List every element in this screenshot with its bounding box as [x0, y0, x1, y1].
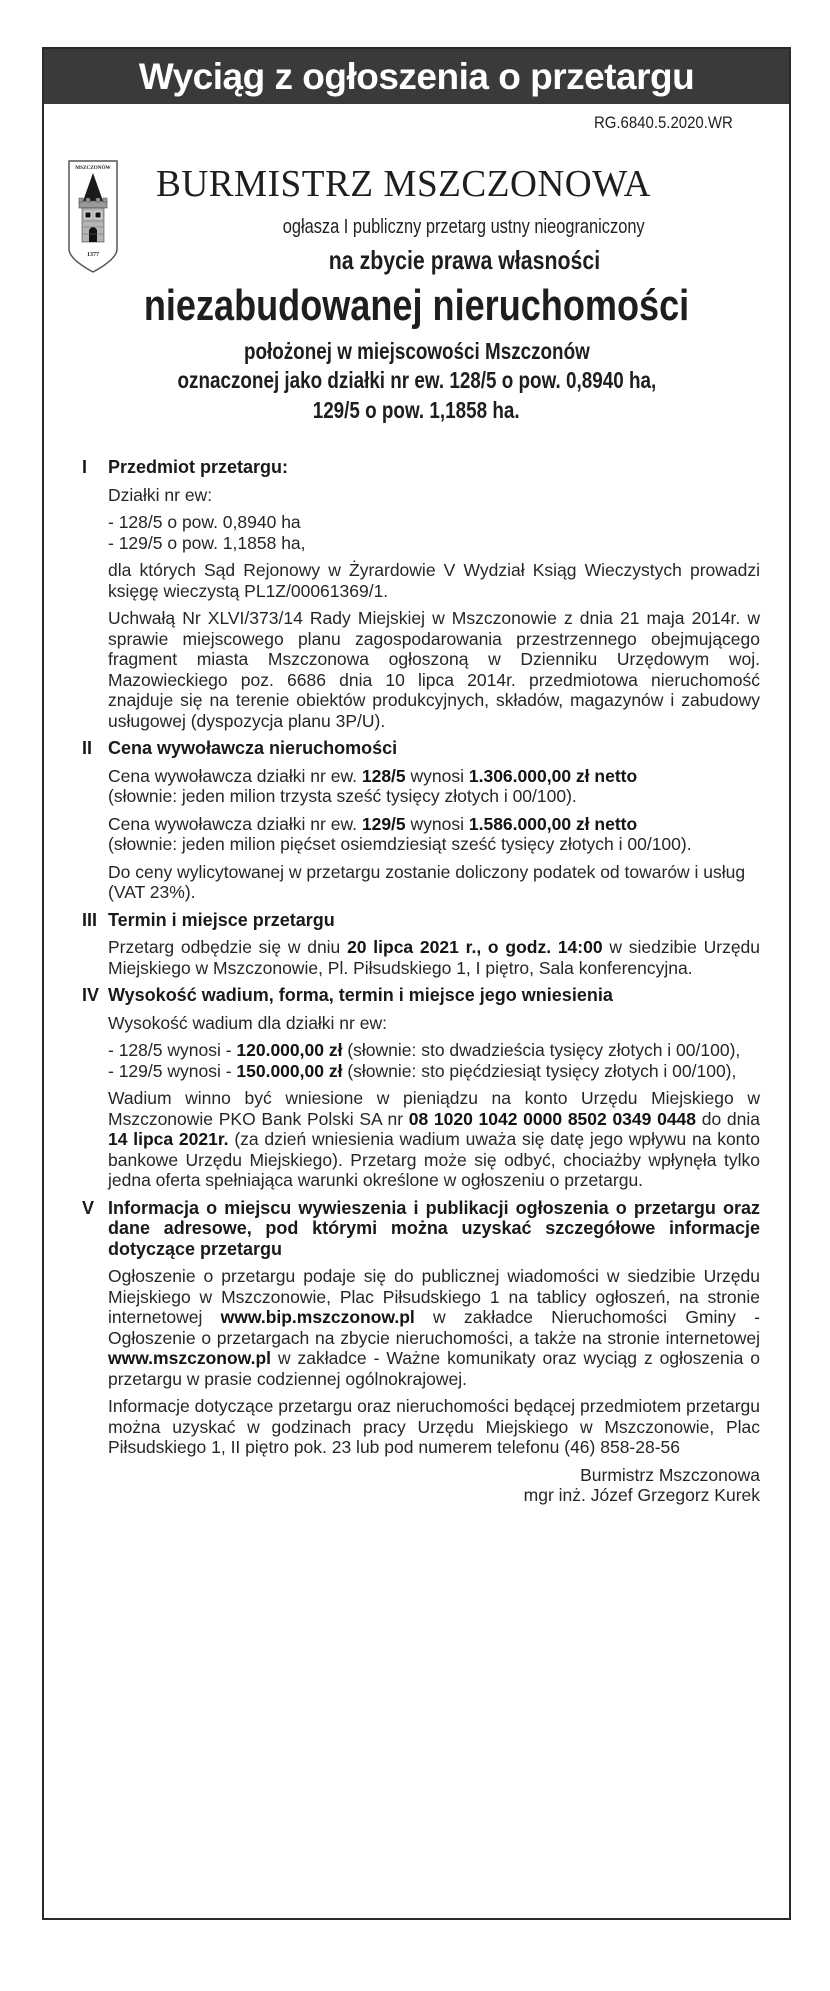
section-heading-4: IV Wysokość wadium, forma, termin i miejsce jego wniesienia — [82, 985, 613, 1005]
deposit-payment-text: Wadium winno być wniesione w pieniądzu na konto Urzędu Miejskiego w Mszczonowie PKO Bank Polski SA nr 08 1020 1042 0000 8502 0349 0448 do dnia 14 lipca 2021r. (za dzień wniesienia wadium uważa się datę jego wpływu na konto bankowe Urzędu Miejskiego). Przetarg może się odbyć, chociażby wpłynęła tylko jedna oferta spełniająca warunki określone w ogłoszeniu o przetargu. — [108, 1088, 760, 1190]
contact-info: Informacje dotyczące przetargu oraz nieruchomości będącej przedmiotem przetargu można uzyskać w godzinach pracy Urzędu Miejskiego w Mszczonowie, Plac Piłsudskiego 1, II piętro pok. 23 lub pod numerem telefonu (46) 858-28-56 — [108, 1396, 760, 1457]
reference-number: RG.6840.5.2020.WR — [594, 113, 733, 132]
subject-line-4: oznaczonej jako działki nr ew. 128/5 o pow. 0,8940 ha, — [177, 367, 656, 393]
subject-line-5: 129/5 o pow. 1,1858 ha. — [313, 397, 520, 423]
section-heading-1: I Przedmiot przetargu: — [82, 457, 289, 477]
issuer-name: BURMISTRZ MSZCZONOWA — [156, 163, 652, 205]
signature-role: Burmistrz Mszczonowa — [580, 1464, 760, 1485]
deposit-129-5: - 129/5 wynosi - 150.000,00 zł (słownie: sto pięćdziesiąt tysięcy złotych i 00/100), — [108, 1060, 737, 1081]
vat-note: Do ceny wylicytowanej w przetargu zostanie doliczony podatek od towarów i usług (VAT 23%). — [108, 861, 746, 902]
deposit-128-5: - 128/5 wynosi - 120.000,00 zł (słownie: sto dwadzieścia tysięcy złotych i 00/100), — [108, 1040, 741, 1060]
subject-line-2: niezabudowanej nieruchomości — [143, 281, 690, 330]
price-129-5: Cena wywoławcza działki nr ew. 129/5 wynosi 1.586.000,00 zł netto (słownie: jeden milion pięćset osiemdziesiąt sześć tysięcy złotych i 00/100). — [108, 813, 692, 854]
website-link[interactable]: www.mszczonow.pl — [108, 1348, 272, 1368]
coat-of-arms-icon — [67, 159, 119, 274]
svg-text:MSZCZONÓW: MSZCZONÓW — [75, 165, 111, 171]
announcement-type: ogłasza I publiczny przetarg ustny nieograniczony — [283, 216, 645, 238]
section-heading-3: III Termin i miejsce przetargu — [82, 909, 335, 930]
section-heading-2: II Cena wywoławcza nieruchomości — [82, 738, 398, 758]
price-128-5: Cena wywoławcza działki nr ew. 128/5 wynosi 1.306.000,00 zł netto (słownie: jeden milion trzysta sześć tysięcy złotych i 00/100). — [108, 765, 638, 806]
plots-intro: Działki nr ew: — [108, 484, 213, 505]
subject-line-3: położonej w miejscowości Mszczonów — [243, 338, 590, 364]
plot-item: - 129/5 o pow. 1,1858 ha, — [108, 532, 306, 553]
announcement-body — [80, 457, 760, 1506]
bank-account-number: 08 1020 1042 0000 8502 0349 0448 — [408, 1108, 697, 1129]
plot-item: - 128/5 o pow. 0,8940 ha — [108, 512, 301, 532]
signature-name: mgr inż. Józef Grzegorz Kurek — [523, 1485, 760, 1505]
deposit-intro: Wysokość wadium dla działki nr ew: — [108, 1012, 387, 1033]
svg-text:1377: 1377 — [87, 252, 99, 258]
announcement-title: Wyciąg z ogłoszenia o przetargu — [44, 49, 789, 104]
land-register-text: dla których Sąd Rejonowy w Żyrardowie V Wydział Ksiąg Wieczystych prowadzi księgę wieczystą PL1Z/00061369/1. — [108, 560, 760, 601]
bip-link[interactable]: www.bip.mszczonow.pl — [220, 1307, 415, 1327]
section-heading-5: V Informacja o miejscu wywieszenia i publikacji ogłoszenia o przetargu oraz dane adresowe, pod którymi można uzyskać szczegółowe informacje dotyczące przetargu — [82, 1197, 760, 1259]
announcement-frame — [42, 47, 791, 1920]
auction-date-place: Przetarg odbędzie się w dniu 20 lipca 2021 r., o godz. 14:00 w siedzibie Urzędu Miejskiego w Mszczonowie, Pl. Piłsudskiego 1, I piętro, Sala konferencyjna. — [108, 937, 761, 978]
zoning-plan-text: Uchwałą Nr XLVI/373/14 Rady Miejskiej w Mszczonowie z dnia 21 maja 2014r. w sprawie miejscowego planu zagospodarowania przestrzennego obejmującego fragment miasta Mszczonowa ogłoszoną w Dzienniku Urzędowym woj. Mazowieckiego poz. 6686 dnia 10 lipca 2014r. przedmiotowa nieruchomość znajduje się na terenie obiektów produkcyjnych, składów, magazynów i zabudowy usługowej (dyspozycja planu 3P/U). — [108, 608, 760, 731]
publication-info: Ogłoszenie o przetargu podaje się do publicznej wiadomości w siedzibie Urzędu Miejskiego w Mszczonowie, Plac Piłsudskiego 1 na tablicy ogłoszeń, na stronie internetowej www.bip.mszczonow.pl w zakładce Nieruchomości Gminy - Ogłoszenie o przetargach na zbycie nieruchomości, a także na stronie internetowej www.mszczonow.pl w zakładce - Ważne komunikaty oraz wyciąg z ogłoszenia o przetargu w prasie codziennej ogólnokrajowej. — [108, 1266, 760, 1389]
subject-line-1: na zbycie prawa własności — [328, 245, 600, 275]
